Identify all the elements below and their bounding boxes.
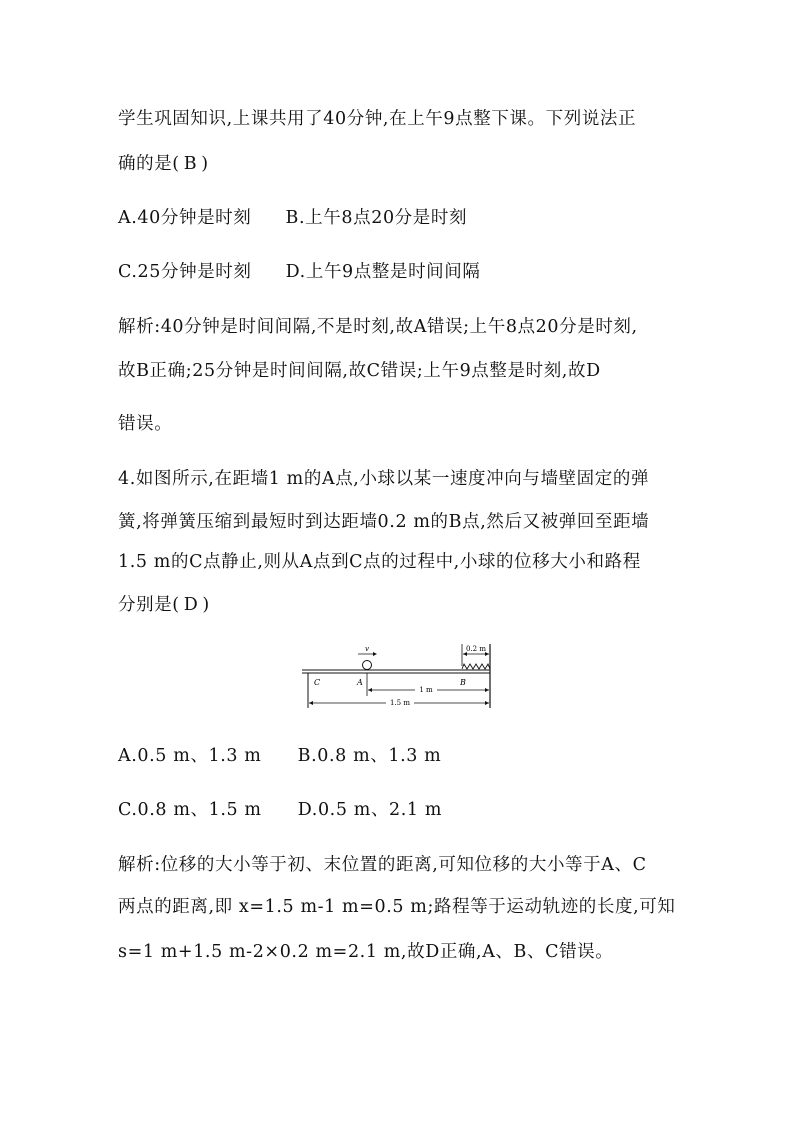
ball: [363, 661, 372, 670]
label-0.2m: 0.2 m: [466, 645, 486, 653]
q4-analysis-line2: 两点的距离,即 x=1.5 m-1 m=0.5 m;路程等于运动轨迹的长度,可知: [118, 897, 676, 917]
q3-options-row2: [118, 258, 480, 283]
q3-stem-prefix: 确的是(: [118, 154, 180, 174]
dim-1.5m-arrow-left: [309, 701, 313, 705]
q4-option-c: C.0.8 m、1.5 m: [118, 800, 262, 820]
dim-1m-arrow-left: [368, 688, 372, 692]
spring: [462, 664, 490, 669]
q4-stem-line4: [118, 591, 210, 616]
q4-stem-line1: 4.如图所示,在距墙1 m的A点,小球以某一速度冲向与墙壁固定的弹: [118, 469, 650, 489]
q3-stem-suffix: ): [201, 154, 209, 174]
q3-options-row1: [118, 204, 467, 229]
q4-option-a: A.0.5 m、1.3 m: [118, 746, 262, 766]
dim-1m-arrow-right: [485, 688, 489, 692]
q4-stem-line2: 簧,将弹簧压缩到最短时到达距墙0.2 m的B点,然后又被弹回至距墙: [118, 512, 650, 532]
label-C: C: [314, 678, 321, 687]
label-1.5m: 1.5 m: [390, 699, 410, 707]
dim-1.5m-arrow-right: [485, 701, 489, 705]
q3-option-d: D.上午9点整是时间间隔: [285, 262, 481, 282]
q3-option-c: C.25分钟是时刻: [118, 262, 252, 282]
label-A: A: [357, 678, 363, 687]
q4-options-row1: [118, 742, 441, 767]
spring-wall-figure: [300, 640, 500, 710]
label-v: v: [365, 645, 369, 653]
q3-analysis-line2: 故B正确;25分钟是时间间隔,故C错误;上午9点整是时刻,故D: [118, 361, 601, 381]
q4-option-d: D.0.5 m、2.1 m: [297, 800, 443, 820]
label-B: B: [460, 678, 466, 687]
q3-stem-line1: 学生巩固知识,上课共用了40分钟,在上午9点整下课。下列说法正: [118, 109, 637, 129]
q4-option-b: B.0.8 m、1.3 m: [297, 746, 442, 766]
velocity-arrowhead: [373, 652, 377, 656]
label-1m: 1 m: [419, 686, 433, 694]
q4-options-row2: [118, 796, 442, 821]
q3-option-a: A.40分钟是时刻: [118, 208, 252, 228]
q4-analysis-line1: 解析:位移的大小等于初、末位置的距离,可知位移的大小等于A、C: [118, 855, 647, 875]
q4-stem-suffix: ): [202, 595, 210, 615]
q4-answer: D: [183, 595, 199, 615]
q4-stem-line3: 1.5 m的C点静止,则从A点到C点的过程中,小球的位移大小和路程: [118, 552, 641, 572]
q3-analysis-line3: 错误。: [118, 414, 173, 434]
q3-stem-line2: [118, 150, 209, 175]
q4-stem-prefix: 分别是(: [118, 595, 180, 615]
q3-analysis-line1: 解析:40分钟是时间间隔,不是时刻,故A错误;上午8点20分是时刻,: [118, 317, 638, 337]
q3-answer: B: [183, 154, 198, 174]
q4-analysis-line3: s=1 m+1.5 m-2×0.2 m=2.1 m,故D正确,A、B、C错误。: [118, 942, 614, 962]
q3-option-b: B.上午8点20分是时刻: [285, 208, 468, 228]
figure-svg: [300, 640, 500, 710]
